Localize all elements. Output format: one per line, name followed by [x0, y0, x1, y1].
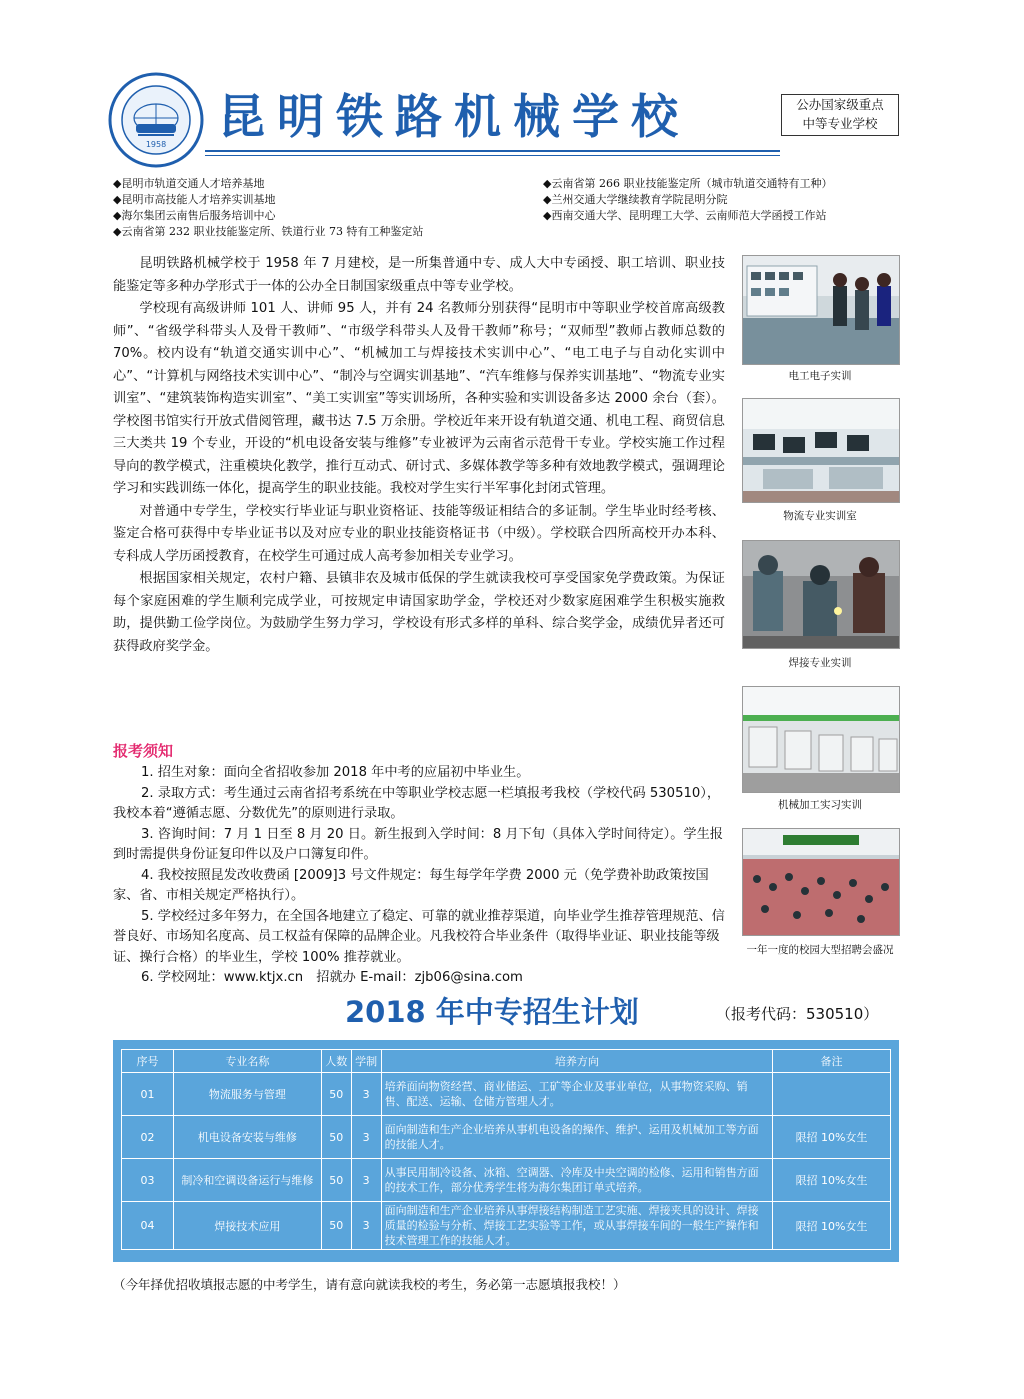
cell-direction: 面向制造和生产企业培养从事焊接结构制造工艺实施、焊接夹具的设计、焊接质量的检验与分析、焊接工艺实验等工作，或从事焊接车间的一般生产操作和技术管理工作的技能人才。: [381, 1202, 772, 1250]
cell-count: 50: [321, 1116, 351, 1159]
intro-paragraph: 根据国家相关规定，农村户籍、县镇非农及城市低保的学生就读我校可享受国家免学费政策。为保证每个家庭困难的学生顺利完成学业，可按规定申请国家助学金，学校还对少数家庭困难学生积极实施救助，提供勤工俭学岗位。为鼓励学生努力学习，学校设有形式多样的单科、综合奖学金，成绩优异者还可获得政府奖学金。: [113, 571, 725, 654]
table-row: [122, 1116, 891, 1159]
notice-item: 3. 咨询时间：7 月 1 日至 8 月 20 日。新生报到入学时间：8 月下旬（具体入学时间待定）。学生报到时需提供身份证复印件以及户口簿复印件。: [113, 826, 723, 862]
badge-line-2: 中等专业学校: [802, 116, 878, 131]
cell-years: 3: [351, 1073, 381, 1116]
header-rule-thin: [205, 155, 780, 156]
footer-note: （今年择优招收填报志愿的中考学生，请有意向就读我校的考生，务必第一志愿填报我校！）: [113, 1277, 626, 1292]
school-logo: [108, 72, 204, 168]
photo-machining-workshop: [742, 686, 900, 793]
column-header: 人数: [321, 1050, 351, 1073]
base-item: ◆云南省第 232 职业技能鉴定所、铁道行业 73 特有工种鉴定站: [113, 225, 424, 238]
notice-item: 2. 录取方式：考生通过云南省招考系统在中等职业学校志愿一栏填报考我校（学校代码 530510），我校本着“遵循志愿、分数优先”的原则进行录取。: [113, 785, 721, 821]
cell-count: 50: [321, 1202, 351, 1250]
enrollment-plan-title: 2018 年中专招生计划: [345, 995, 639, 1029]
cell-years: 3: [351, 1116, 381, 1159]
cell-remark: 限招 10%女生: [773, 1202, 891, 1250]
admission-notice-title: 报考须知: [113, 742, 174, 760]
cell-count: 50: [321, 1073, 351, 1116]
notice-item: 5. 学校经过多年努力，在全国各地建立了稳定、可靠的就业推荐渠道，向毕业学生推荐管理规范、信誉良好、市场知名度高、员工权益有保障的品牌企业。凡我校符合毕业条件（取得毕业证、职业技能等级证、操行合格）的毕业生，学校 100% 推荐就业。: [113, 908, 725, 965]
cell-major: 制冷和空调设备运行与维修: [173, 1159, 321, 1202]
cell-major: 焊接技术应用: [173, 1202, 321, 1250]
base-item: ◆海尔集团云南售后服务培训中心: [113, 209, 276, 222]
enrollment-code: （报考代码：530510）: [716, 1005, 879, 1023]
school-rank-badge: [781, 94, 899, 136]
cell-index: 04: [122, 1202, 174, 1250]
table-row: [122, 1073, 891, 1116]
cell-index: 01: [122, 1073, 174, 1116]
intro-paragraph: 对普通中专学生，学校实行毕业证与职业资格证、技能等级证相结合的多证制。学生毕业时经考核、鉴定合格可获得中专毕业证书以及对应专业的职业技能资格证书（中级）。学校联合四所高校开办本科、专科成人学历函授教育，在校学生可通过成人高考参加相关专业学习。: [113, 503, 725, 564]
notice-item: 1. 招生对象：面向全省招收参加 2018 年中考的应届初中毕业生。: [141, 765, 530, 780]
photo-caption: 物流专业实训室: [783, 510, 857, 522]
photo-job-fair: [742, 828, 900, 936]
cell-years: 3: [351, 1202, 381, 1250]
column-header: 培养方向: [381, 1050, 772, 1073]
photo-logistics-lab: [742, 398, 900, 503]
base-item: ◆昆明市轨道交通人才培养基地: [113, 177, 265, 190]
photo-caption: 一年一度的校园大型招聘会盛况: [746, 944, 894, 956]
notice-item: 4. 我校按照昆发改收费函 [2009]3 号文件规定：每生每学年学费 2000 元（免学费补助政策按国家、省、市相关规定严格执行）。: [113, 867, 709, 903]
base-item: ◆云南省第 266 职业技能鉴定所（城市轨道交通特有工种）: [543, 177, 833, 190]
photo-caption: 电工电子实训: [788, 370, 852, 382]
cell-years: 3: [351, 1159, 381, 1202]
cell-direction: 从事民用制冷设备、冰箱、空调器、冷库及中央空调的检修、运用和销售方面的技术工作，部分优秀学生将为海尔集团订单式培养。: [381, 1159, 772, 1202]
admission-notice: [113, 763, 725, 989]
intro-paragraph: 昆明铁路机械学校于 1958 年 7 月建校，是一所集普通中专、成人大中专函授、职工培训、职业技能鉴定等多种办学形式于一体的公办全日制国家级重点中等专业学校。: [113, 256, 725, 294]
cell-remark: 限招 10%女生: [773, 1116, 891, 1159]
intro-paragraph: 学校现有高级讲师 101 人、讲师 95 人，并有 24 名教师分别获得“昆明市中等职业学校首席高级教师”、“省级学科带头人及骨干教师”、“市级学科带头人及骨干教师”称号；“双师型”教师占教师总数的 70%。校内设有“轨道交通实训中心”、“机械加工与焊接技术实训中心”、“电工电子与自动化实训中心”、“计算机与网络技术实训中心”、“制冷与空调实训基地”、“汽车维修与保养实训基地”、“物流专业实训室”、“建筑装饰构造实训室”、“美工实训室”等实训场所，各种实验和实训设备多达 2000 余台（套）。学校图书馆实行开放式借阅管理，藏书达 7.5 万余册。学校近年来开设有轨道交通、机电工程、商贸信息三大类共 19 个专业，开设的“机电设备安装与维修”专业被评为云南省示范骨干专业。学校实施工作过程导向的教学模式，注重模块化教学，推行互动式、研讨式、多媒体教学等多种有效地教学模式，强调理论学习和实践训练一体化，提高学生的职业技能。我校对学生实行半军事化封闭式管理。: [113, 301, 725, 496]
column-header: 备注: [773, 1050, 891, 1073]
badge-line-1: 公办国家级重点: [796, 97, 884, 112]
table-row: [122, 1202, 891, 1250]
header-rule: [205, 150, 780, 152]
column-header: 学制: [351, 1050, 381, 1073]
table-header-row: [122, 1050, 891, 1073]
photo-electrical-training: [742, 255, 900, 365]
photo-welding-training: [742, 540, 900, 649]
school-introduction: [113, 253, 725, 658]
column-header: 专业名称: [173, 1050, 321, 1073]
cell-remark: [773, 1073, 891, 1116]
base-item: ◆昆明市高技能人才培养实训基地: [113, 193, 276, 206]
cell-remark: 限招 10%女生: [773, 1159, 891, 1202]
cell-count: 50: [321, 1159, 351, 1202]
enrollment-plan-table: [121, 1049, 891, 1250]
base-item: ◆西南交通大学、昆明理工大学、云南师范大学函授工作站: [543, 209, 827, 222]
cell-major: 物流服务与管理: [173, 1073, 321, 1116]
cell-major: 机电设备安装与维修: [173, 1116, 321, 1159]
photo-caption: 焊接专业实训: [788, 657, 852, 669]
table-row: [122, 1159, 891, 1202]
cell-direction: 培养面向物资经营、商业储运、工矿等企业及事业单位，从事物资采购、销售、配送、运输、仓储方管理人才。: [381, 1073, 772, 1116]
photo-caption: 机械加工实习实训: [778, 799, 862, 811]
base-item: ◆兰州交通大学继续教育学院昆明分院: [543, 193, 728, 206]
svg-text:1958: 1958: [145, 140, 167, 149]
cell-index: 03: [122, 1159, 174, 1202]
cell-direction: 面向制造和生产企业培养从事机电设备的操作、维护、运用及机械加工等方面的技能人才。: [381, 1116, 772, 1159]
cell-index: 02: [122, 1116, 174, 1159]
column-header: 序号: [122, 1050, 174, 1073]
school-name: 昆明铁路机械学校: [218, 90, 690, 145]
notice-item: 6. 学校网址：www.ktjx.cn 招就办 E-mail：zjb06@sina.com: [141, 970, 523, 985]
